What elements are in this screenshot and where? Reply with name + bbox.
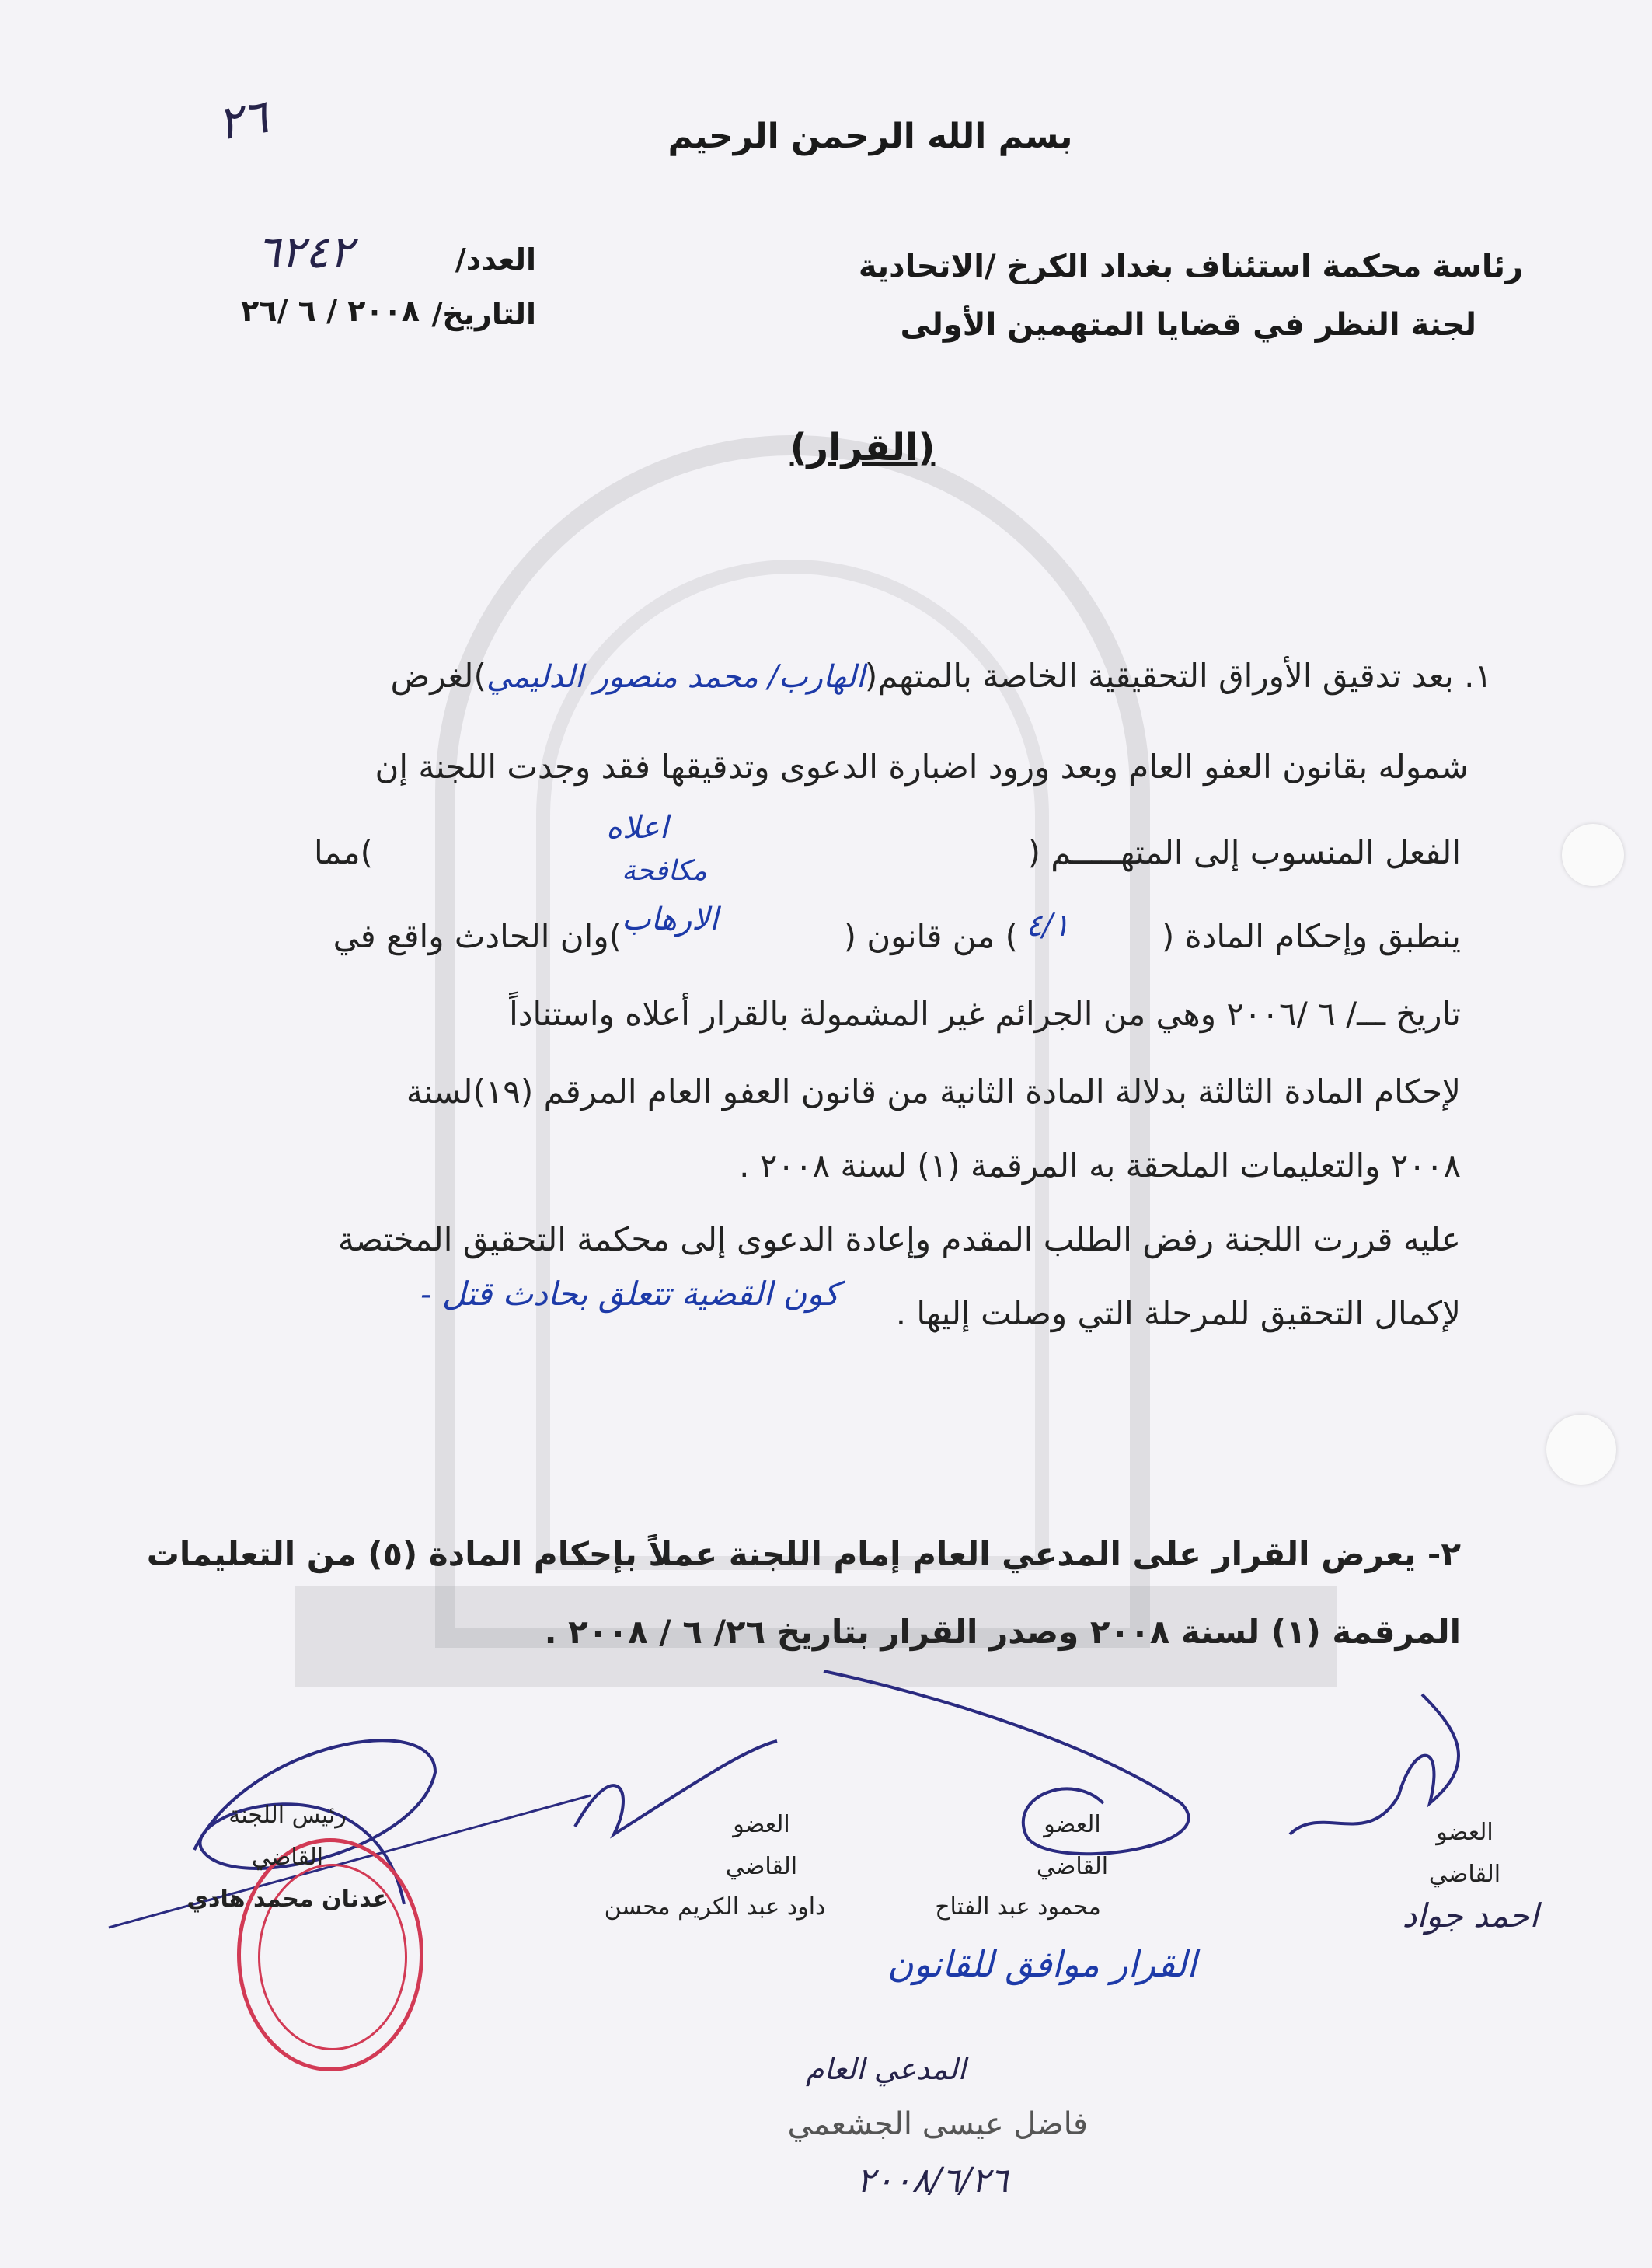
- paragraph-1-line-3-end: )مما: [314, 833, 373, 871]
- prosecutor-note-handwritten: القرار موافق للقانون: [887, 1943, 1197, 1985]
- date-value: ٢٠٠٨ / ٦ /٢٦: [241, 294, 420, 328]
- paragraph-1-line-2: شموله بقانون العفو العام وبعد ورود اضبارة الدعوى وتدقيقها فقد وجدت اللجنة إن: [375, 748, 1469, 786]
- paragraph-1-line-1: [202, 657, 1492, 695]
- paragraph-1-line-6: لإحكام المادة الثالثة بدلالة المادة الثانية من قانون العفو العام المرقم (١٩)لسنة: [406, 1073, 1461, 1111]
- signature-member-2-name: محمود عبد الفتاح: [935, 1893, 1101, 1921]
- presidency-line: رئاسة محكمة استئناف بغداد الكرخ /الاتحادية: [858, 249, 1523, 284]
- prosecutor-date-handwritten: ٢٠٠٨/٦/٢٦: [856, 2161, 1009, 2200]
- official-stamp: [237, 1838, 423, 2071]
- prosecutor-role-handwritten: المدعي العام: [805, 2052, 967, 2086]
- signature-scribbles: [0, 1648, 1652, 2114]
- punch-hole: [1546, 1415, 1616, 1485]
- accused-name-handwritten: الهارب/ محمد منصور الدليمي: [486, 659, 865, 695]
- paragraph-1-line-8: عليه قررت اللجنة رفض الطلب المقدم وإعادة الدعوى إلى محكمة التحقيق المختصة: [337, 1220, 1461, 1258]
- signature-chairman-role: رئيس اللجنة: [228, 1802, 347, 1829]
- paragraph-1-line-3-start: الفعل المنسوب إلى المتهـــــم (: [1027, 833, 1461, 871]
- paragraph-2-line-1: ٢- يعرض القرار على المدعي العام إمام اللجنة عملاً بإحكام المادة (٥) من التعليمات: [146, 1535, 1461, 1573]
- signature-member-2-title: القاضي: [1036, 1853, 1109, 1880]
- number-label: العدد/: [455, 243, 536, 277]
- signature-member-2-role: العضو: [1044, 1811, 1101, 1838]
- case-note-handwritten: كون القضية تتعلق بحادث قتل -: [420, 1275, 839, 1313]
- paragraph-1-line-4-start: ينطبق وإحكام المادة (: [1161, 917, 1461, 955]
- margin-note-handwritten: ٢٦: [213, 89, 273, 152]
- signature-chairman-name: عدنان محمد هادي: [186, 1886, 389, 1913]
- paragraph-2-line-2: المرقمة (١) لسنة ٢٠٠٨ وصدر القرار بتاريخ ٢٦/ ٦ / ٢٠٠٨ .: [544, 1613, 1461, 1651]
- signature-member-3-name-handwritten: احمد جواد: [1402, 1896, 1539, 1935]
- line-1-text: ١. بعد تدقيق الأوراق التحقيقية الخاصة بالمتهم(: [864, 657, 1492, 695]
- line-1-end: )لغرض: [390, 657, 486, 695]
- paragraph-1-line-5: تاريخ ـــ/ ٦ /٢٠٠٦ وهي من الجرائم غير المشمولة بالقرار أعلاه واستناداً: [509, 995, 1461, 1033]
- watermark-emblem-inner: [536, 560, 1049, 1570]
- law-name-handwritten: الارهاب: [622, 902, 719, 937]
- basmala: بسم الله الرحمن الرحيم: [667, 117, 1073, 156]
- signature-member-3-role: العضو: [1436, 1819, 1493, 1846]
- committee-line: لجنة النظر في قضايا المتهمين الأولى: [900, 307, 1476, 343]
- number-value-handwritten: ٦٢٤٢: [256, 225, 354, 278]
- punch-hole: [1562, 824, 1624, 886]
- date-label: التاريخ/: [431, 297, 536, 331]
- signature-member-3-title: القاضي: [1428, 1861, 1501, 1888]
- law-name-above-handwritten: مكافحة: [622, 855, 707, 887]
- accused-ref-handwritten: اعلاه: [606, 810, 668, 846]
- decision-title: (القرار): [789, 426, 936, 469]
- signature-member-1-name: داود عبد الكريم محسن: [604, 1893, 826, 1921]
- signature-member-1-title: القاضي: [725, 1853, 798, 1880]
- signature-member-1-role: العضو: [733, 1811, 790, 1838]
- prosecutor-name: فاضل عيسى الجشعمي: [787, 2106, 1088, 2142]
- paragraph-1-line-9: لإكمال التحقيق للمرحلة التي وصلت إليها .: [895, 1294, 1461, 1332]
- signature-chairman-title: القاضي: [251, 1844, 324, 1871]
- paragraph-1-line-4-end: )وان الحادث واقع في: [333, 917, 622, 955]
- paragraph-1-line-7: ٢٠٠٨ والتعليمات الملحقة به المرقمة (١) لسنة ٢٠٠٨ .: [739, 1146, 1461, 1185]
- article-number-handwritten: ٤/١: [1026, 908, 1070, 944]
- paragraph-1-line-4-mid: ) من قانون (: [843, 917, 1018, 955]
